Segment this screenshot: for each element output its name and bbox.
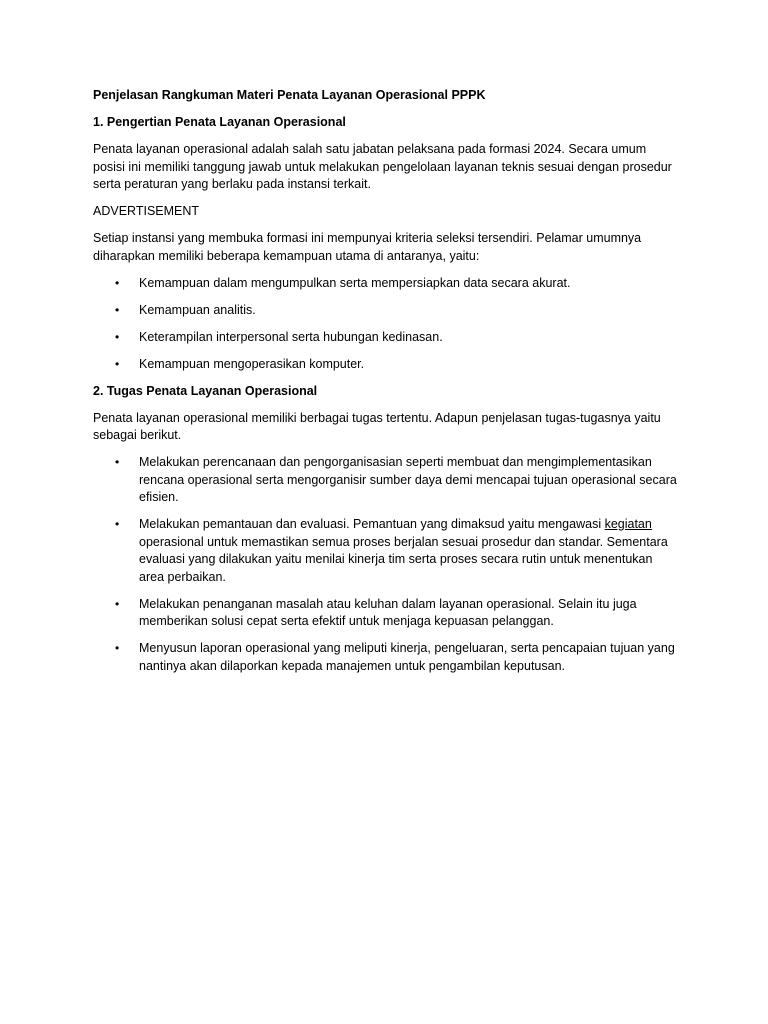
kegiatan-link[interactable]: kegiatan [604, 517, 652, 531]
list-item [93, 454, 678, 507]
list-item-text: Kemampuan analitis. [139, 302, 256, 317]
list-item [93, 596, 678, 631]
section-1-intro: Setiap instansi yang membuka formasi ini mempunyai kriteria seleksi tersendiri. Pelamar umumnya diharapkan memiliki beberapa kemampuan utama di antaranya, yaitu: [93, 231, 642, 263]
document-title: Penjelasan Rangkuman Materi Penata Layanan Operasional PPPK [93, 88, 486, 102]
list-item-text-end: operasional untuk memastikan semua proses berjalan sesuai prosedur dan standar. Sementara evaluasi yang dilakukan yaitu menilai kinerja tim serta proses secara rutin untuk menentukan area perbaikan. [139, 534, 668, 584]
list-item-text: Melakukan penanganan masalah atau keluhan dalam layanan operasional. Selain itu juga memberikan solusi cepat serta efektif untuk menjaga kepuasan pelanggan. [139, 596, 637, 628]
list-item-text: Melakukan perencanaan dan pengorganisasian seperti membuat dan mengimplementasikan rencana operasional serta mengorganisir sumber daya demi mencapai tujuan operasional secara efisien. [139, 455, 677, 504]
tasks-list [93, 454, 678, 675]
list-item-text-start: Melakukan pemantauan dan evaluasi. Pemantuan yang dimaksud yaitu mengawasi [139, 517, 605, 531]
section-2-heading: 2. Tugas Penata Layanan Operasional [93, 383, 318, 398]
list-item [93, 640, 678, 675]
skills-list [93, 275, 678, 374]
list-item-text: Keterampilan interpersonal serta hubungan kedinasan. [139, 329, 443, 344]
list-item [93, 302, 678, 320]
section-2-intro: Penata layanan operasional memiliki berbagai tugas tertentu. Adapun penjelasan tugas-tugasnya yaitu sebagai berikut. [93, 410, 661, 442]
bullet-icon: • [115, 302, 120, 317]
bullet-icon: • [115, 329, 120, 344]
bullet-icon: • [115, 641, 120, 655]
list-item [93, 356, 678, 374]
list-item-text: Kemampuan mengoperasikan komputer. [139, 356, 365, 371]
bullet-icon: • [115, 275, 120, 290]
list-item [93, 329, 678, 347]
section-1-paragraph: Penata layanan operasional adalah salah satu jabatan pelaksana pada formasi 2024. Secara umum posisi ini memiliki tanggung jawab untuk melakukan pengelolaan layanan teknis sesuai dengan prosedur serta peraturan yang berlaku pada instansi terkait. [93, 142, 672, 191]
bullet-icon: • [115, 517, 120, 531]
bullet-icon: • [115, 455, 120, 469]
list-item [93, 516, 678, 586]
list-item-text: Kemampuan dalam mengumpulkan serta mempersiapkan data secara akurat. [139, 275, 571, 290]
list-item [93, 275, 678, 293]
bullet-icon: • [115, 596, 120, 611]
list-item-text: Menyusun laporan operasional yang meliputi kinerja, pengeluaran, serta pencapaian tujuan yang nantinya akan dilaporkan kepada manajemen untuk pengambilan keputusan. [139, 641, 675, 673]
section-1-heading: 1. Pengertian Penata Layanan Operasional [93, 115, 346, 129]
advertisement-label: ADVERTISEMENT [93, 204, 200, 218]
bullet-icon: • [115, 356, 120, 371]
